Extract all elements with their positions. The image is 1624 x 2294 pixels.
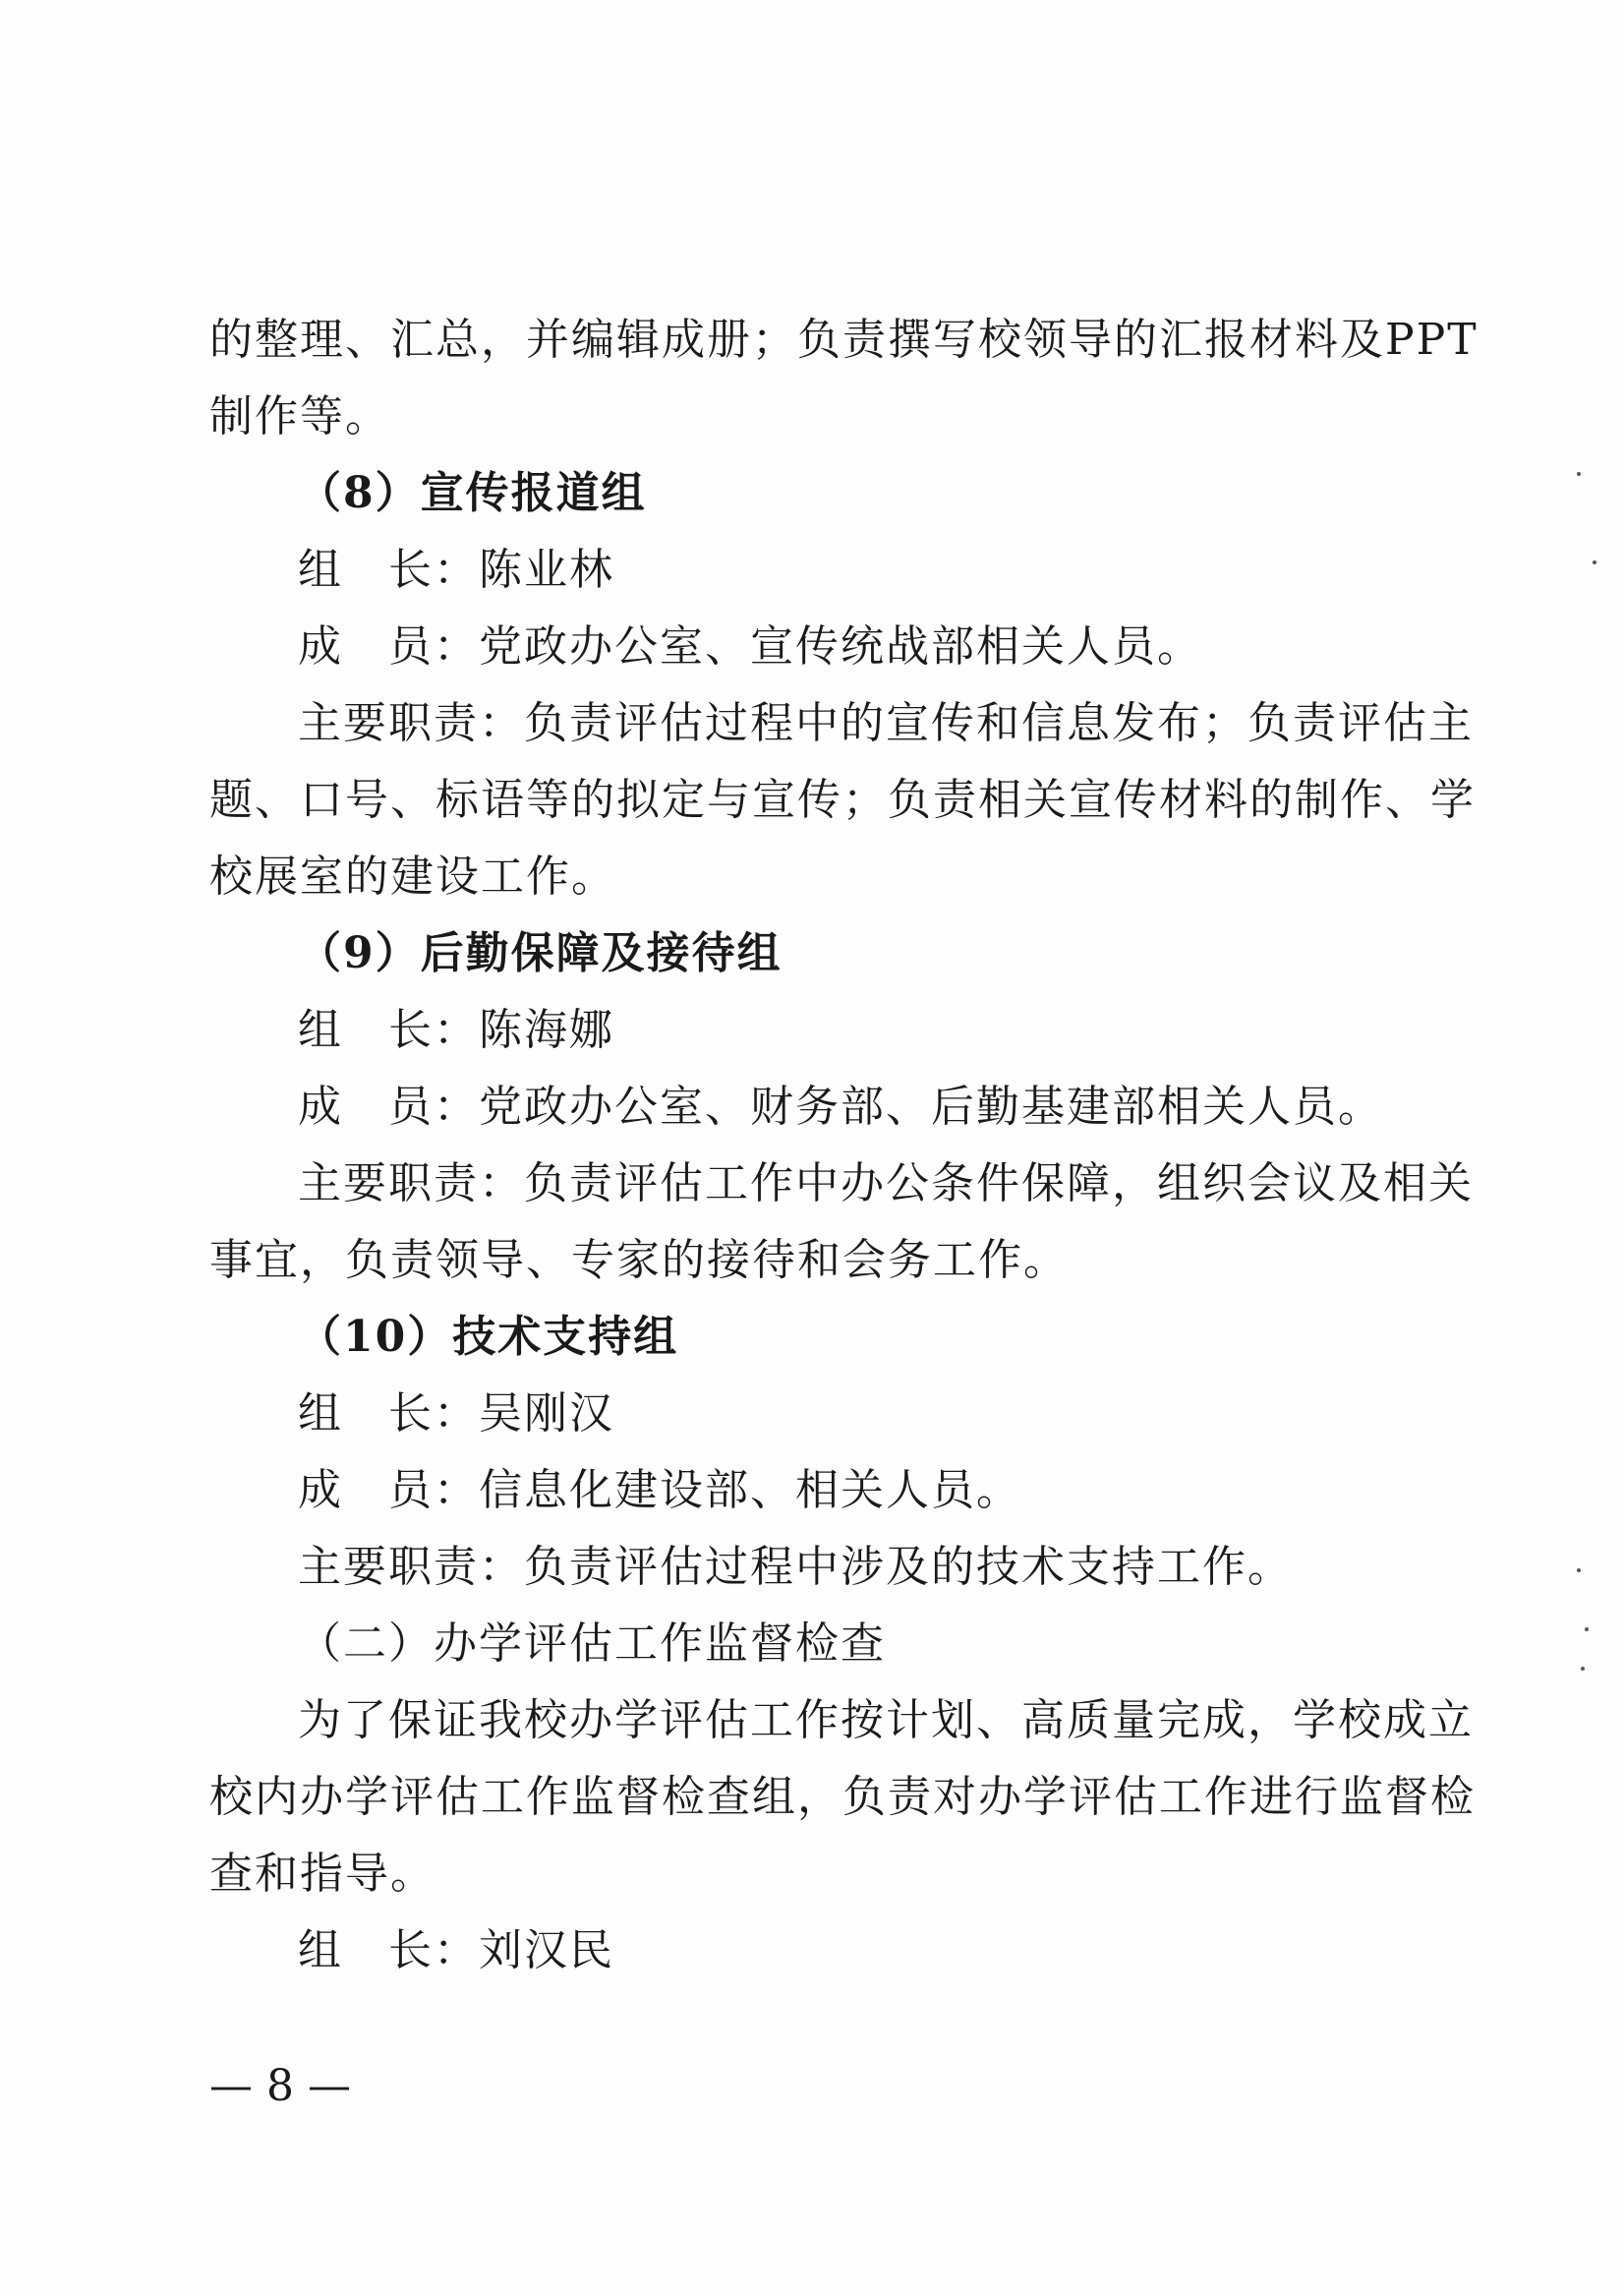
scan-speck xyxy=(1577,1568,1581,1572)
responsibilities: 主要职责：负责评估过程中的宣传和信息发布；负责评估主 xyxy=(298,698,1474,748)
group-leader: 组 长：刘汉民 xyxy=(298,1925,614,1975)
paragraph-line: 校展室的建设工作。 xyxy=(209,852,616,902)
responsibilities: 主要职责：负责评估过程中涉及的技术支持工作。 xyxy=(298,1542,1293,1592)
group-leader: 组 长：陈业林 xyxy=(298,545,614,595)
section-heading: （8）宣传报道组 xyxy=(298,468,647,518)
scan-speck xyxy=(1593,560,1596,564)
scan-speck xyxy=(1577,472,1581,476)
scan-speck xyxy=(1581,1667,1585,1671)
group-members: 成 员：党政办公室、财务部、后勤基建部相关人员。 xyxy=(298,1082,1383,1132)
group-members: 成 员：党政办公室、宣传统战部相关人员。 xyxy=(298,621,1202,672)
responsibilities: 主要职责：负责评估工作中办公条件保障，组织会议及相关 xyxy=(298,1158,1474,1208)
paragraph-line: 校内办学评估工作监督检查组，负责对办学评估工作进行监督检 xyxy=(209,1772,1476,1822)
paragraph-line: 为了保证我校办学评估工作按计划、高质量完成，学校成立 xyxy=(298,1695,1474,1745)
section-heading: （10）技术支持组 xyxy=(298,1312,679,1362)
paragraph-line: 制作等。 xyxy=(209,391,390,441)
section-heading: （9）后勤保障及接待组 xyxy=(298,928,783,978)
paragraph-line: 的整理、汇总，并编辑成册；负责撰写校领导的汇报材料及PPT xyxy=(209,315,1479,365)
scan-speck xyxy=(1585,1627,1589,1631)
paragraph-line: 事宜，负责领导、专家的接待和会务工作。 xyxy=(209,1235,1069,1285)
paragraph-line: 题、口号、标语等的拟定与宣传；负责相关宣传材料的制作、学 xyxy=(209,775,1476,825)
group-leader: 组 长：陈海娜 xyxy=(298,1005,614,1055)
group-members: 成 员：信息化建设部、相关人员。 xyxy=(298,1465,1021,1515)
page-number: — 8 — xyxy=(209,2061,351,2111)
section-heading: （二）办学评估工作监督检查 xyxy=(298,1618,886,1669)
group-leader: 组 长：吴刚汉 xyxy=(298,1388,614,1439)
paragraph-line: 查和指导。 xyxy=(209,1849,435,1899)
